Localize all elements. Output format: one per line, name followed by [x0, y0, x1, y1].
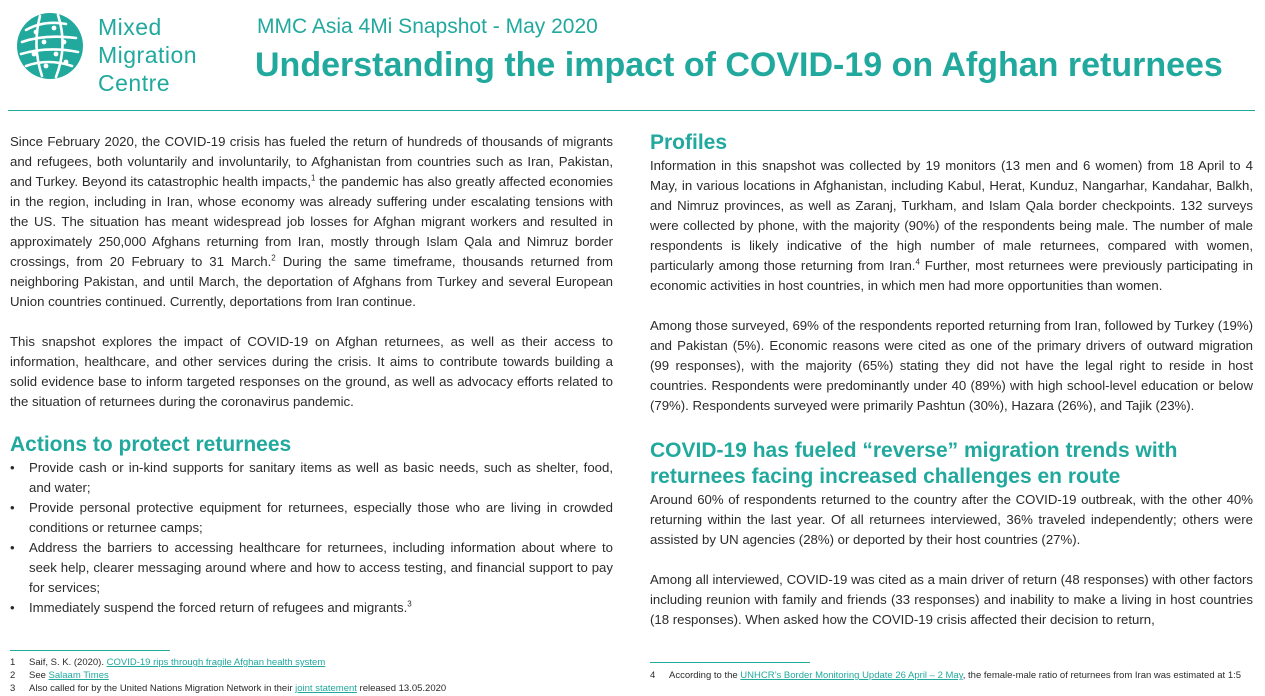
mmc-logo — [14, 10, 224, 94]
right-column — [650, 130, 1253, 630]
logo-line-1: Mixed — [98, 14, 162, 40]
action-item-text: Immediately suspend the forced return of refugees and migrants. — [29, 600, 408, 615]
footnote-number: 4 — [650, 670, 656, 681]
survey-paragraph: Among those surveyed, 69% of the respondents reported returning from Iran, followed by Turkey (19%) and Pakistan (5%). Economic reasons were cited as one of the primary drivers of outward migration (99 responses), with the majority (65%) stating they did not have the legal right to reside in host countries. Respondents were predominantly under 40 (89%) with high school-level education or below (79%). Respondents surveyed were primarily Pashtun (30%), Hazara (26%), and Tajik (23%). — [650, 318, 1253, 413]
footnote-link[interactable]: UNHCR’s Border Monitoring Update 26 April – 2 May — [740, 670, 963, 681]
footnote-divider-right — [650, 662, 810, 663]
left-column — [10, 132, 613, 618]
action-item: • Address the barriers to accessing healthcare for returnees, including information about where to seek help, clearer messaging around where and how to access testing, and financial support to pay for services; — [10, 538, 613, 598]
footnote-ref-4[interactable]: 4 — [915, 257, 920, 267]
action-item: • Provide personal protective equipment for returnees, especially those who are living in crowded conditions or returnee camps; — [10, 498, 613, 538]
header-divider — [8, 110, 1255, 111]
footnote-divider-left — [10, 650, 170, 651]
intro-text-a: Since February 2020, the COVID-19 crisis has fueled the return of hundreds of thousands of migrants and refugees, both voluntarily and involuntarily, to Afghanistan from countries such as Iran, Pakistan, and Turkey. Beyond its catastrophic health impacts, — [10, 134, 613, 189]
globe-logo-icon — [14, 10, 86, 82]
footnote-link[interactable]: COVID-19 rips through fragile Afghan health system — [106, 657, 326, 668]
footnote-text: See — [29, 670, 49, 681]
footnote-ref-2[interactable]: 2 — [271, 253, 276, 263]
profiles-text-a: Information in this snapshot was collected by 19 monitors (13 men and 6 women) from 18 April to 4 May, in various locations in Afghanistan, including Kabul, Herat, Kunduz, Nangarhar, Kandahar, Balkh, and Nimruz provinces, as well as Zaranj, Turkham, and Islam Qala border checkpoints. 132 surveys were collected by phone, with the majority (90%) of the respondents being male. The number of male respondents is likely indicative of the high number of male returnees, compared with women, particularly among those returning from Iran. — [650, 158, 1253, 273]
actions-heading: Actions to protect returnees — [10, 433, 292, 456]
logo-line-3: Centre — [98, 70, 171, 96]
snapshot-subtitle: MMC Asia 4Mi Snapshot - May 2020 — [257, 15, 598, 38]
action-item — [10, 598, 613, 618]
return-paragraph: Around 60% of respondents returned to the country after the COVID-19 outbreak, with the other 40% returning within the last year. Of all returnees interviewed, 36% traveled independently; others were assisted by UN agencies (28%) or deported by their host countries (27%). — [650, 492, 1253, 547]
footnotes-left — [10, 656, 620, 695]
footnote-link[interactable]: joint statement — [295, 683, 357, 694]
profiles-heading: Profiles — [650, 131, 728, 154]
footnote-text: According to the — [669, 670, 741, 681]
footnote-ref-3[interactable]: 3 — [407, 599, 412, 609]
action-item: • Provide cash or in-kind supports for sanitary items as well as basic needs, such as shelter, food, and water; — [10, 458, 613, 498]
profiles-paragraph — [650, 156, 1253, 296]
footnotes-right — [650, 669, 1250, 682]
intro-paragraph — [10, 132, 613, 312]
footnote-3 — [10, 682, 620, 695]
logo-wordmark — [98, 13, 197, 97]
covid-heading: COVID-19 has fueled “reverse” migration trends with returnees facing increased challenges en route — [650, 439, 1178, 488]
footnote-1 — [10, 656, 620, 669]
drivers-paragraph: Among all interviewed, COVID-19 was cited as a main driver of return (48 responses) with other factors including reunion with family and friends (33 responses) and inability to make a living in host countries (18 responses). When asked how the COVID-19 crisis affected their decision to return, — [650, 572, 1253, 627]
intro-text-b: the pandemic has also greatly affected economies in the region, including in Iran, whose economy was already suffering under escalating tensions with the US. The situation has meant widespread job losses for Afghan migrant workers and resulted in approximately 250,000 Afghans returning from Iran, mostly through Islam Qala and Nimruz border crossings, from 20 February to 31 March. — [10, 174, 613, 269]
footnote-text: , the female-male ratio of returnees from Iran was estimated at 1:5 — [962, 670, 1242, 681]
footnote-text: Also called for by the United Nations Migration Network in their — [29, 683, 296, 694]
footnote-4 — [650, 669, 1250, 682]
footnote-number: 3 — [10, 683, 16, 694]
footnote-text: released 13.05.2020 — [356, 683, 447, 694]
footnote-number: 2 — [10, 670, 16, 681]
page-title: Understanding the impact of COVID-19 on Afghan returnees — [255, 46, 1223, 84]
intro-text-c: During the same timeframe, thousands returned from neighboring Pakistan, and until March, the deportation of Afghans from Turkey and several European Union countries continued. Currently, deportations from Iran continue. — [10, 254, 613, 309]
footnote-link[interactable]: Salaam Times — [48, 670, 109, 681]
profiles-text-b: Further, most returnees were previously participating in economic activities in host countries, in which men had more opportunities than women. — [650, 258, 1254, 293]
footnote-text: Saif, S. K. (2020). — [29, 657, 107, 668]
logo-line-2: Migration — [98, 42, 198, 68]
actions-list — [10, 458, 613, 618]
scope-paragraph: This snapshot explores the impact of COVID-19 on Afghan returnees, as well as their access to information, healthcare, and other services during the crisis. It aims to contribute towards building a solid evidence base to inform targeted responses on the ground, as well as advocacy efforts related to the situation of returnees during the coronavirus pandemic. — [10, 334, 613, 409]
footnote-2 — [10, 669, 620, 682]
footnote-number: 1 — [10, 657, 16, 668]
footnote-ref-1[interactable]: 1 — [311, 173, 316, 183]
